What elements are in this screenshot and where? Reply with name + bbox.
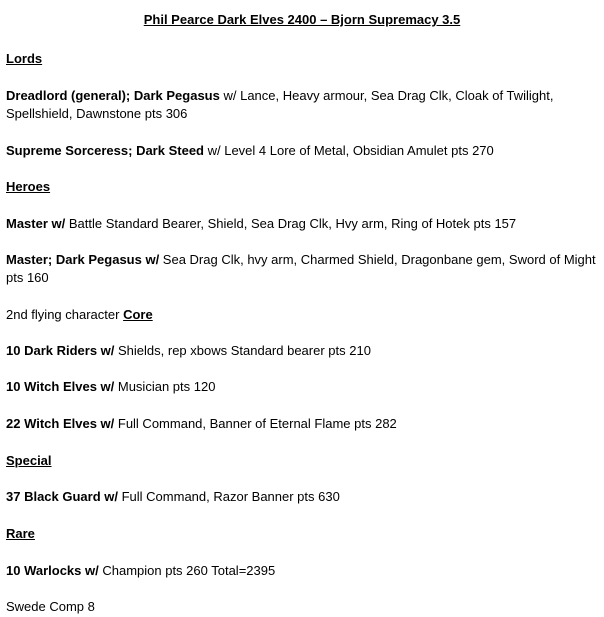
entry-sorceress-unit: Supreme Sorceress; Dark Steed: [6, 143, 204, 158]
entry-witch-elves-22-details: Full Command, Banner of Eternal Flame pts 282: [114, 416, 397, 431]
entry-master-bsb-unit: Master w/: [6, 216, 66, 231]
entry-dark-riders-unit: 10 Dark Riders w/: [6, 343, 115, 358]
entry-master-pegasus-details: Sea Drag Clk, hvy arm, Charmed Shield, Dragonbane gem, Sword of Might pts 160: [6, 252, 596, 285]
entry-witch-elves-10: [6, 378, 598, 396]
heading-lords: Lords: [6, 51, 43, 66]
entry-dreadlord-unit: Dreadlord (general); Dark Pegasus: [6, 88, 220, 103]
entry-master-pegasus-unit: Master; Dark Pegasus w/: [6, 252, 160, 267]
entry-witch-elves-22-unit: 22 Witch Elves w/: [6, 416, 115, 431]
entry-warlocks-unit: 10 Warlocks w/: [6, 563, 99, 578]
entry-flying-character: [6, 306, 598, 324]
entry-witch-elves-22: [6, 415, 598, 433]
heading-rare: Rare: [6, 526, 35, 541]
flying-character-text: 2nd flying character: [6, 307, 124, 322]
entry-warlocks-details: Champion pts 260 Total=2395: [98, 563, 276, 578]
entry-witch-elves-10-unit: 10 Witch Elves w/: [6, 379, 115, 394]
entry-black-guard: [6, 488, 598, 506]
entry-sorceress: [6, 142, 598, 160]
entry-dark-riders-details: Shields, rep xbows Standard bearer pts 210: [114, 343, 371, 358]
entry-dark-riders: [6, 342, 598, 360]
entry-swede-comp: Swede Comp 8: [6, 599, 95, 614]
entry-master-bsb: [6, 215, 598, 233]
entry-black-guard-details: Full Command, Razor Banner pts 630: [118, 489, 340, 504]
heading-special: Special: [6, 453, 52, 468]
entry-master-bsb-details: Battle Standard Bearer, Shield, Sea Drag Clk, Hvy arm, Ring of Hotek pts 157: [65, 216, 517, 231]
entry-sorceress-details: w/ Level 4 Lore of Metal, Obsidian Amulet pts 270: [203, 143, 494, 158]
entry-dreadlord: [6, 87, 566, 123]
document-title: Phil Pearce Dark Elves 2400 – Bjorn Supremacy 3.5: [143, 12, 461, 27]
entry-master-pegasus: [6, 251, 598, 287]
entry-dreadlord-details: w/ Lance, Heavy armour, Sea Drag Clk, Cloak of Twilight, Spellshield, Dawnstone pts 306: [6, 88, 554, 121]
entry-warlocks: [6, 562, 598, 580]
entry-black-guard-unit: 37 Black Guard w/: [6, 489, 118, 504]
heading-core: Core: [123, 307, 153, 322]
entry-witch-elves-10-details: Musician pts 120: [114, 379, 216, 394]
heading-heroes: Heroes: [6, 179, 51, 194]
